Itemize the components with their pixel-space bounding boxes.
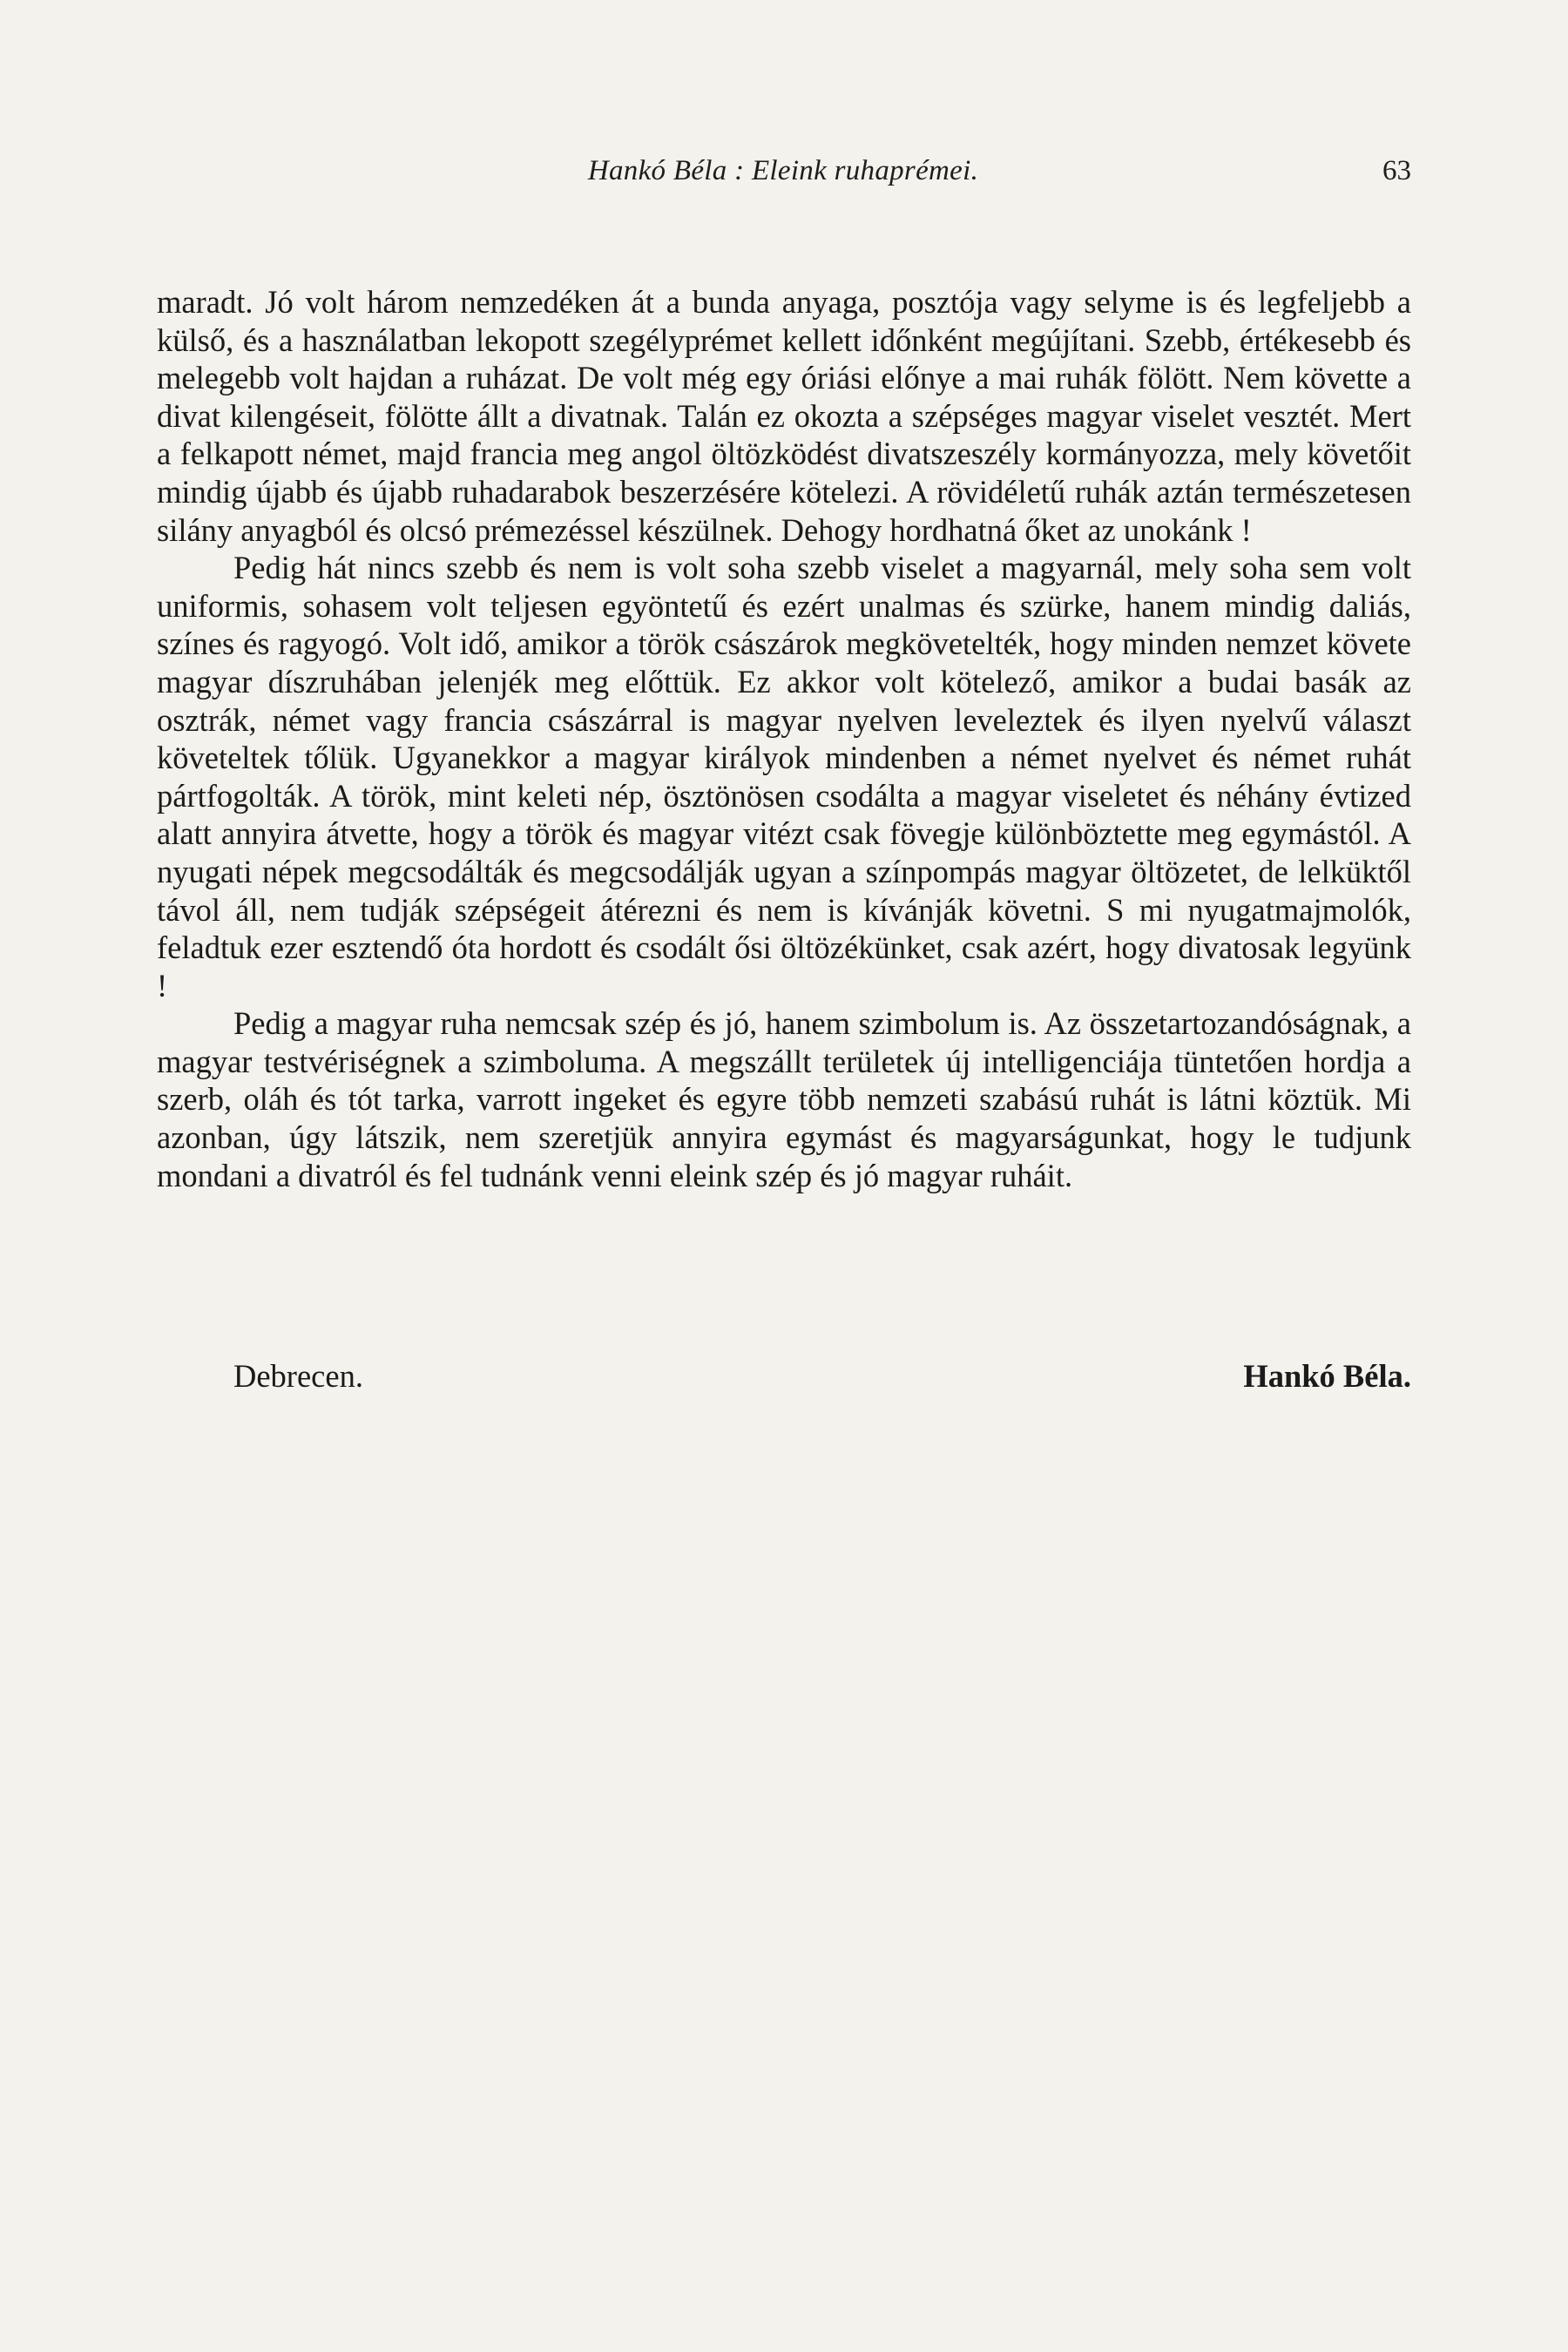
paragraph-1: maradt. Jó volt három nemzedéken át a bunda anyaga, posztója vagy selyme is és legfeljebb a külső, és a használatban lekopott szegélyprémet kellett időnként megújítani. Szebb, értékesebb és melegebb volt hajdan a ruházat. De volt még egy óriási előnye a mai ruhák fölött. Nem követte a divat kilengéseit, fölötte állt a divatnak. Talán ez okozta a szépséges magyar viselet vesztét. Mert a felkapott német, majd francia meg angol öltözködést divatszeszély kormányozza, mely követőit mindig újabb és újabb ruhadarabok beszerzésére kötelezi. A rövidéletű ruhák aztán természetesen silány anyagból és olcsó prémezéssel készülnek. Dehogy hordhatná őket az unokánk !	[157, 284, 1411, 548]
paragraph-3: Pedig a magyar ruha nemcsak szép és jó, hanem szimbolum is. Az összetartozandóságnak, a magyar testvériségnek a szimboluma. A megszállt területek új intelligenciája tüntetően hordja a szerb, oláh és tót tarka, varrott ingeket és egyre több nemzeti szabású ruhát is látni köztük. Mi azonban, úgy látszik, nem szeretjük annyira egymást és magyarságunkat, hogy le tudjunk mondani a divatról és fel tudnánk venni eleink szép és jó magyar ruháit.	[157, 1005, 1411, 1193]
signature-author: Hankó Béla.	[1243, 1358, 1411, 1394]
page-header	[155, 155, 1411, 207]
running-title: Hankó Béla : Eleink ruhaprémei.	[587, 155, 979, 186]
page-number: 63	[1382, 155, 1411, 186]
signature-place: Debrecen.	[233, 1358, 363, 1394]
paragraph-2: Pedig hát nincs szebb és nem is volt soha szebb viselet a magyarnál, mely soha sem volt uniformis, sohasem volt teljesen egyöntetű és ezért unalmas és szürke, hanem mindig daliás, színes és ragyogó. Volt idő, amikor a török császárok megkövetelték, hogy minden nemzet követe magyar díszruhában jelenjék meg előttük. Ez akkor volt kötelező, amikor a budai basák az osztrák, német vagy francia császárral is magyar nyelven leveleztek és ilyen nyelvű választ követeltek tőlük. Ugyanekkor a magyar királyok mindenben a német nyelvet és német ruhát pártfogolták. A török, mint keleti nép, ösztönösen csodálta a magyar viseletet és néhány évtized alatt annyira átvette, hogy a török és magyar vitézt csak fövegje különböztette meg egymástól. A nyugati népek megcsodálták és megcsodálják ugyan a színpompás magyar öltözetet, de lelküktől távol áll, nem tudják szépségeit átérezni és nem is kívánják követni. S mi nyugatmajmolók, feladtuk ezer esztendő óta hordott és csodált ősi öltözékünket, csak azért, hogy divatosak legyünk !	[157, 550, 1411, 1004]
article-body	[157, 283, 1411, 1194]
